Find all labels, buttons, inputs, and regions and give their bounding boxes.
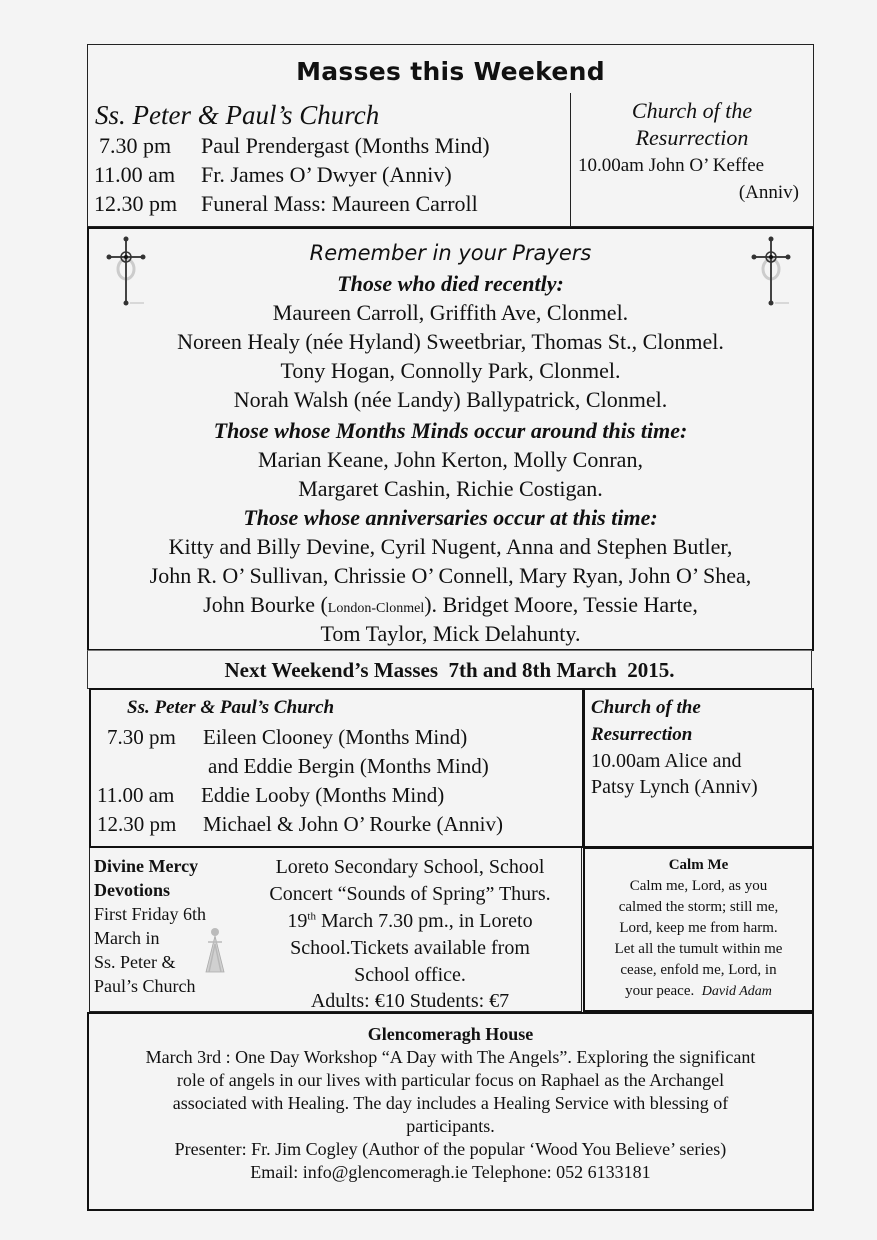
mass-entry	[107, 725, 467, 750]
list-item-location: London-Clonmel	[327, 601, 425, 616]
loreto-concert-notice	[239, 848, 582, 1012]
ticket-prices: Adults: €10 Students: €7	[310, 990, 510, 1012]
anniversaries-heading: Those whose anniversaries occur at this time:	[243, 505, 658, 530]
notice-line: School office.	[354, 964, 466, 986]
mass-intention: Eileen Clooney (Months Mind)	[203, 725, 468, 749]
list-item: Marian Keane, John Kerton, Molly Conran,	[258, 447, 643, 472]
notice-line: role of angels in our lives with particular focus on Raphael as the Archangel	[176, 1070, 725, 1090]
list-item: Tony Hogan, Connolly Park, Clonmel.	[280, 358, 621, 383]
church-name: Ss. Peter & Paul’s Church	[127, 697, 335, 718]
prayer-line-text: your peace.	[625, 983, 695, 999]
mass-entry: 10.00am Alice and	[591, 750, 742, 772]
notice-line-rest: March 7.30 pm., in Loreto	[315, 910, 533, 932]
this-weekend-ss-peter-paul	[87, 93, 571, 227]
notice-line: School.Tickets available from	[290, 937, 530, 959]
mass-intention: Eddie Looby (Months Mind)	[201, 783, 445, 807]
date-suffix: th	[307, 910, 316, 923]
list-item-part: Bridget Moore, Tessie Harte,	[442, 592, 698, 617]
months-minds-heading: Those whose Months Minds occur around this time:	[213, 418, 688, 443]
section-title: Remember in your Prayers	[309, 241, 592, 265]
prayer-line: Lord, keep me from harm.	[619, 920, 778, 936]
list-item: Maureen Carroll, Griffith Ave, Clonmel.	[272, 300, 629, 325]
prayer-line: calmed the storm; still me,	[618, 899, 779, 915]
mass-time: 7.30 pm	[107, 725, 176, 749]
mass-entry	[94, 191, 478, 217]
notice-title: Divine Mercy	[94, 856, 199, 876]
notice-line: March in	[94, 928, 160, 948]
prayer-author: David Adam	[701, 984, 772, 999]
church-name-line1: Church of the	[631, 98, 753, 123]
mass-time: 12.30 pm	[97, 812, 177, 836]
this-weekend-resurrection	[570, 93, 814, 227]
divine-mercy-notice	[89, 848, 240, 1012]
next-weekend-title: Next Weekend’s Masses 7th and 8th March 2015.	[224, 658, 675, 682]
church-name-line1: Church of the	[591, 697, 701, 718]
list-item-part: ).	[424, 592, 443, 617]
list-item-part: John Bourke (	[203, 592, 328, 617]
list-item: Kitty and Billy Devine, Cyril Nugent, Anna and Stephen Butler,	[168, 534, 733, 559]
prayer-title: Calm Me	[668, 857, 729, 873]
prayer-line: Calm me, Lord, as you	[629, 878, 768, 894]
list-item: Noreen Healy (née Hyland) Sweetbriar, Thomas St., Clonmel.	[177, 329, 724, 354]
next-weekend-header	[87, 650, 812, 689]
mass-entry-cont: and Eddie Bergin (Months Mind)	[208, 754, 489, 778]
church-name-line2: Resurrection	[635, 125, 749, 150]
contact-line: Email: info@glencomeragh.ie Telephone: 052 6133181	[250, 1162, 651, 1182]
list-item: Tom Taylor, Mick Delahunty.	[320, 621, 581, 646]
mass-entry-cont: Patsy Lynch (Anniv)	[591, 776, 758, 798]
notice-line: Loreto Secondary School, School	[275, 856, 545, 878]
notice-line: March 3rd : One Day Workshop “A Day with The Angels”. Exploring the significant	[145, 1047, 756, 1067]
notice-line: Paul’s Church	[94, 976, 196, 996]
notice-line: First Friday 6th	[94, 904, 207, 924]
mass-entry	[97, 812, 503, 837]
mass-time: 11.00 am	[97, 783, 175, 807]
died-recently-heading: Those who died recently:	[337, 271, 564, 296]
notice-title: Glencomeragh House	[367, 1024, 534, 1044]
notice-line	[239, 910, 581, 933]
notice-line: Ss. Peter &	[94, 952, 176, 972]
mass-intention: Paul Prendergast (Months Mind)	[201, 133, 490, 158]
date-day: 19	[287, 910, 308, 932]
list-item: Norah Walsh (née Landy) Ballypatrick, Clonmel.	[233, 387, 668, 412]
mass-intention: Funeral Mass: Maureen Carroll	[201, 191, 478, 216]
masses-this-weekend-header	[87, 44, 814, 94]
prayer-line: cease, enfold me, Lord, in	[620, 962, 777, 978]
next-weekend-resurrection	[583, 688, 814, 848]
calm-me-prayer	[583, 847, 814, 1012]
mass-entry	[97, 783, 444, 808]
mass-intention: Fr. James O’ Dwyer (Anniv)	[201, 162, 452, 187]
mass-time: 12.30 pm	[94, 191, 178, 216]
prayer-line: Let all the tumult within me	[614, 941, 783, 957]
mass-time: 11.00 am	[94, 162, 176, 187]
notice-line: Presenter: Fr. Jim Cogley (Author of the popular ‘Wood You Believe’ series)	[174, 1139, 727, 1159]
page-title: Masses this Weekend	[296, 57, 605, 86]
notice-line: participants.	[406, 1116, 495, 1136]
mass-intention: Michael & John O’ Rourke (Anniv)	[203, 812, 503, 836]
church-name-line2: Resurrection	[591, 724, 693, 745]
glencomeragh-notice	[87, 1012, 814, 1211]
church-name: Ss. Peter & Paul’s Church	[95, 100, 380, 130]
mass-entry: 10.00am John O’ Keffee	[578, 155, 765, 176]
list-item: Margaret Cashin, Richie Costigan.	[298, 476, 603, 501]
prayer-line	[585, 983, 812, 1000]
next-weekend-ss-peter-paul	[89, 688, 584, 848]
notice-title: Devotions	[94, 880, 170, 900]
divine-mercy-jesus-icon	[202, 926, 228, 976]
mass-time: 7.30 pm	[99, 133, 172, 158]
notice-line: associated with Healing. The day includes a Healing Service with blessing of	[172, 1093, 729, 1113]
mass-entry-cont: (Anniv)	[738, 182, 799, 203]
mass-entry	[94, 162, 452, 188]
remember-in-prayers-section	[87, 227, 814, 651]
list-item	[89, 592, 812, 618]
mass-entry	[99, 133, 490, 159]
notice-line: Concert “Sounds of Spring” Thurs.	[269, 883, 551, 905]
list-item: John R. O’ Sullivan, Chrissie O’ Connell, Mary Ryan, John O’ Shea,	[149, 563, 752, 588]
